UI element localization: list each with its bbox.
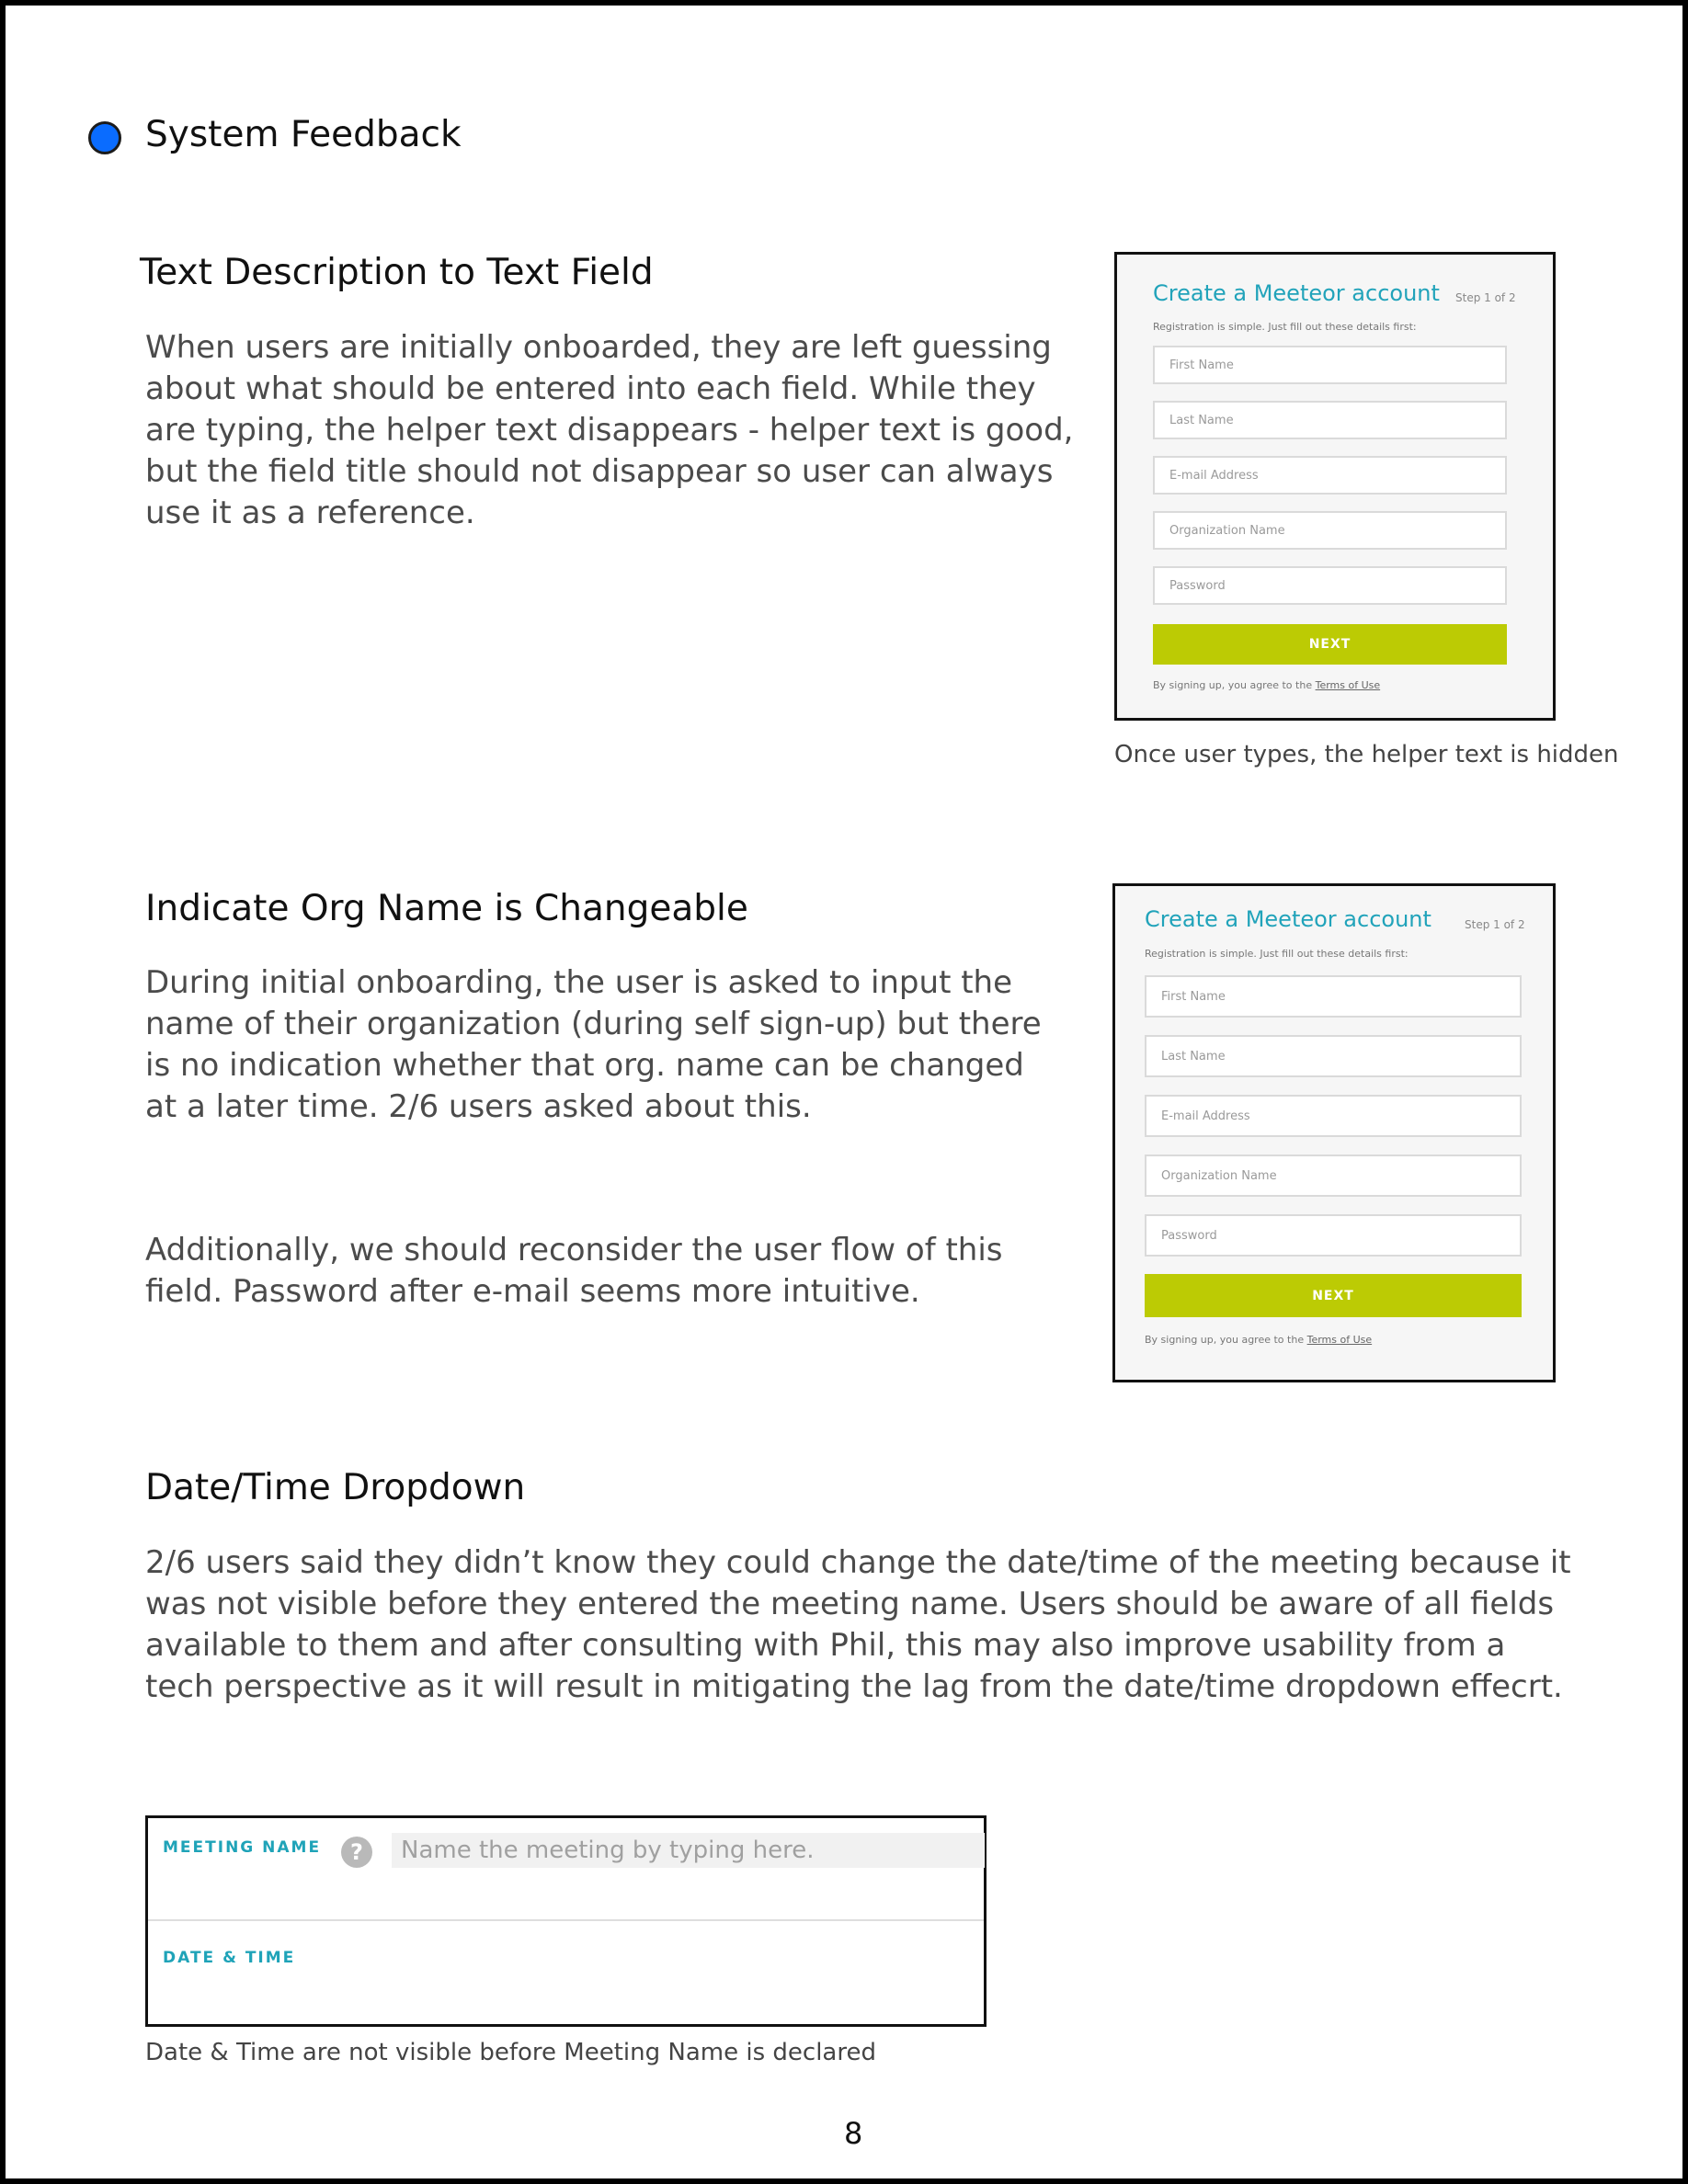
section3-caption: Date & Time are not visible before Meeting Name is declared bbox=[145, 2039, 876, 2066]
section3-body: 2/6 users said they didn’t know they could change the date/time of the meeting because it was not visible before they entered the meeting name. Users should be aware of all fields available to them and after consulting with Phil, this may also improve usability from a tech perspective as it will result in mitigating the lag from the date/time dropdown effecrt. bbox=[145, 1544, 1571, 1705]
mockup-step: Step 1 of 2 bbox=[1455, 291, 1516, 304]
email-field[interactable]: E-mail Address bbox=[1145, 1095, 1522, 1137]
terms-link[interactable]: Terms of Use bbox=[1306, 1334, 1373, 1346]
terms-link[interactable]: Terms of Use bbox=[1315, 679, 1381, 691]
section2-body1: During initial onboarding, the user is asked to input the name of their organization (during self sign-up) but there is no indication whether that org. name can be changed at a later time. 2/6 users asked about this. bbox=[145, 964, 1042, 1125]
password-field[interactable]: Password bbox=[1145, 1214, 1522, 1257]
organization-name-field[interactable]: Organization Name bbox=[1153, 511, 1507, 550]
bullet-icon bbox=[88, 121, 121, 154]
email-field[interactable]: E-mail Address bbox=[1153, 456, 1507, 495]
meeting-name-input[interactable]: Name the meeting by typing here. bbox=[392, 1833, 985, 1868]
section3-heading: Date/Time Dropdown bbox=[145, 1467, 526, 1508]
organization-name-field[interactable]: Organization Name bbox=[1145, 1155, 1522, 1197]
signup-mockup-1 bbox=[1114, 252, 1556, 721]
section1-body: When users are initially onboarded, they are left guessing about what should be entered into each field. While they are typing, the helper text disappears - helper text is good, but the field title should not disappear so user can always use it as a reference. bbox=[145, 329, 1074, 531]
page-number: 8 bbox=[844, 2116, 863, 2151]
section2-heading: Indicate Org Name is Changeable bbox=[145, 888, 748, 929]
divider bbox=[148, 1919, 984, 1921]
last-name-field[interactable]: Last Name bbox=[1153, 401, 1507, 439]
mockup-subtitle: Registration is simple. Just fill out these details first: bbox=[1153, 321, 1417, 333]
mockup-title: Create a Meeteor account bbox=[1145, 906, 1431, 932]
date-time-label: DATE & TIME bbox=[163, 1949, 296, 1967]
mockup-title: Create a Meeteor account bbox=[1153, 280, 1440, 306]
first-name-field[interactable]: First Name bbox=[1153, 346, 1507, 384]
terms-text: By signing up, you agree to the Terms of Use bbox=[1153, 679, 1381, 691]
password-field[interactable]: Password bbox=[1153, 566, 1507, 605]
last-name-field[interactable]: Last Name bbox=[1145, 1035, 1522, 1077]
meeting-name-label: MEETING NAME bbox=[163, 1838, 322, 1857]
mockup-step: Step 1 of 2 bbox=[1465, 918, 1525, 931]
question-circle-icon[interactable]: ? bbox=[341, 1837, 372, 1868]
terms-text: By signing up, you agree to the Terms of Use bbox=[1145, 1334, 1373, 1346]
section-title: System Feedback bbox=[145, 114, 462, 155]
next-button[interactable]: NEXT bbox=[1145, 1274, 1522, 1317]
mockup-subtitle: Registration is simple. Just fill out these details first: bbox=[1145, 948, 1409, 960]
next-button[interactable]: NEXT bbox=[1153, 624, 1507, 665]
first-name-field[interactable]: First Name bbox=[1145, 975, 1522, 1018]
meeting-form-mockup bbox=[145, 1815, 987, 2027]
section2-body2: Additionally, we should reconsider the user flow of this field. Password after e-mail seems more intuitive. bbox=[145, 1232, 1003, 1310]
signup-mockup-2 bbox=[1112, 883, 1556, 1382]
section1-caption: Once user types, the helper text is hidden bbox=[1114, 741, 1619, 768]
section1-heading: Text Description to Text Field bbox=[140, 252, 654, 293]
